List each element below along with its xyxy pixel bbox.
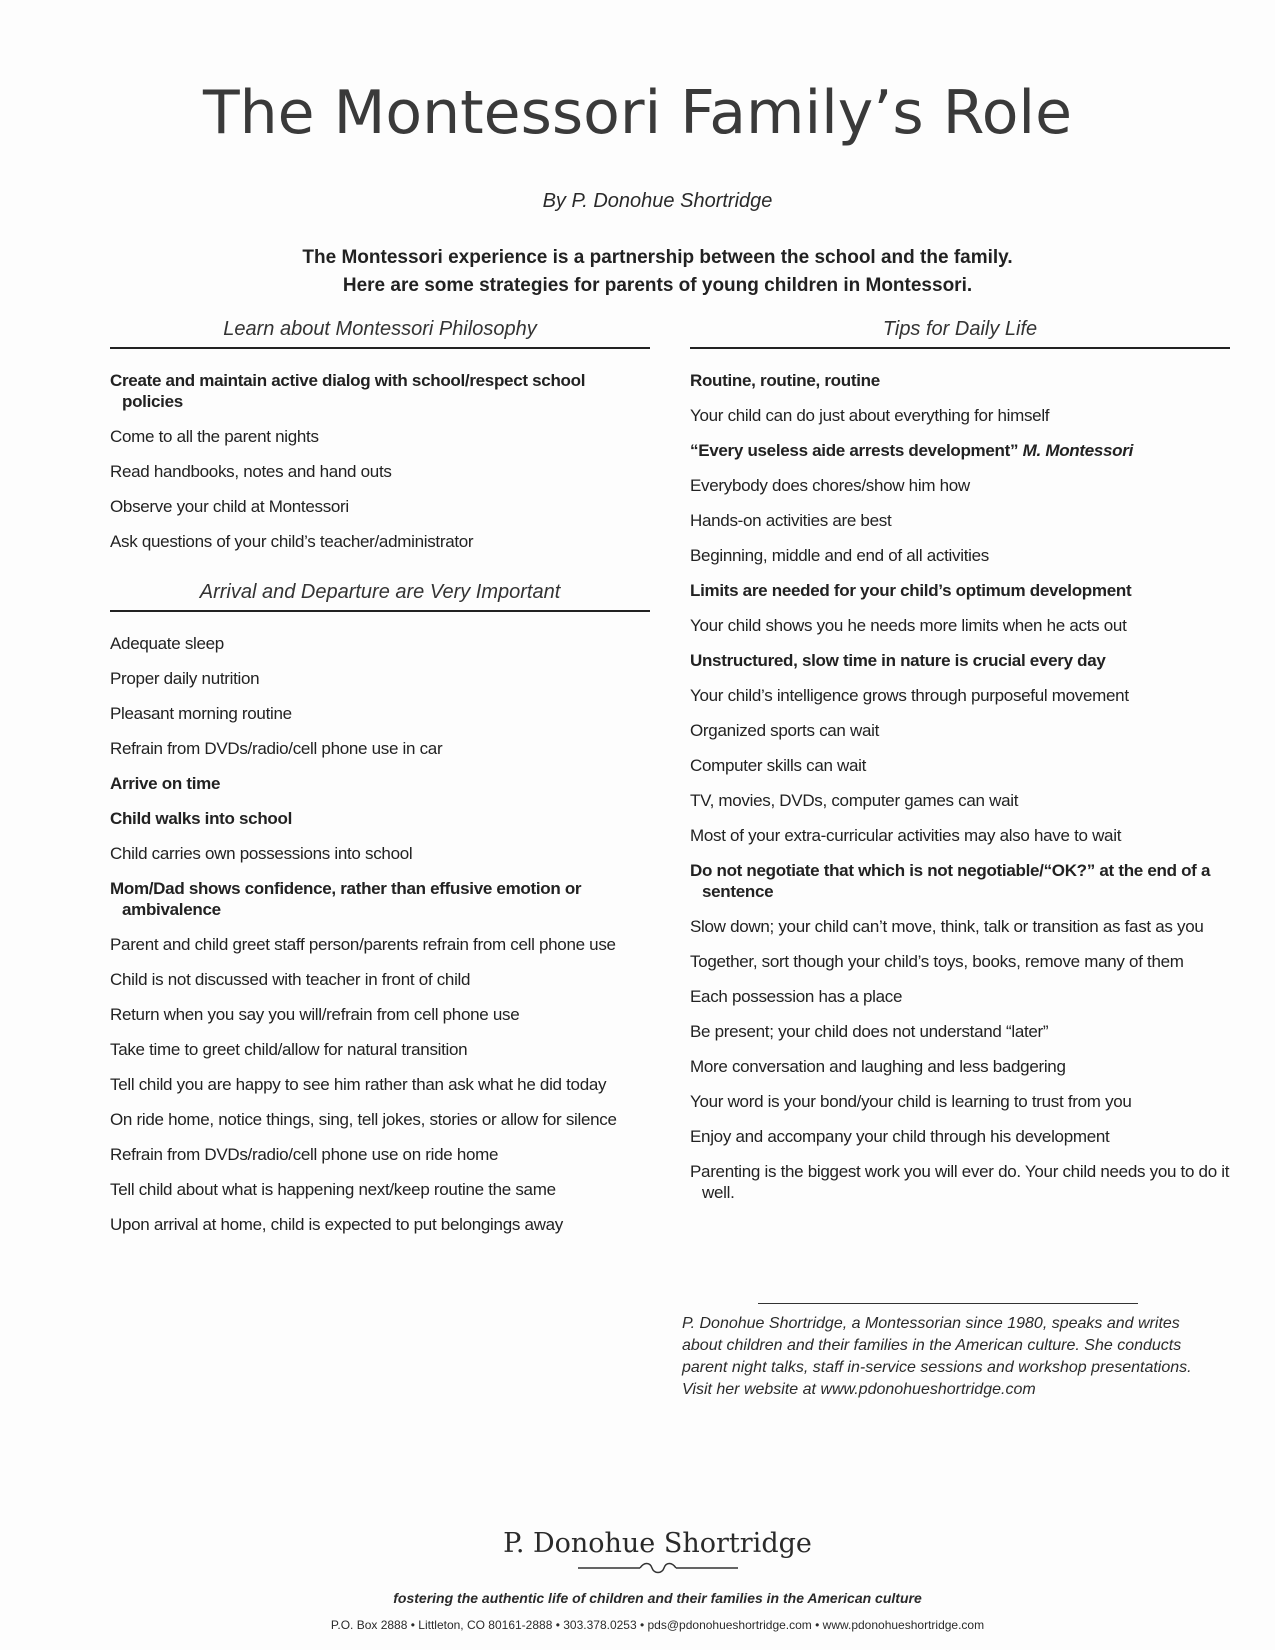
list-item: Pleasant morning routine: [110, 704, 292, 723]
list-item: Tell child you are happy to see him rather than ask what he did today: [110, 1075, 607, 1094]
list-item: Organized sports can wait: [690, 721, 880, 740]
philosophy-list: [110, 363, 650, 559]
list-item: Together, sort though your child’s toys, books, remove many of them: [690, 952, 1184, 971]
list-item: [690, 433, 1230, 468]
list-item: Proper daily nutrition: [110, 669, 260, 688]
list-item: On ride home, notice things, sing, tell jokes, stories or allow for silence: [110, 1110, 617, 1129]
list-item: Come to all the parent nights: [110, 427, 319, 446]
intro-line-1: The Montessori experience is a partnership between the school and the family.: [302, 247, 1013, 268]
quote-text: “Every useless aide arrests development”: [690, 441, 1019, 460]
list-item: Return when you say you will/refrain from cell phone use: [110, 1005, 520, 1024]
list-item: Your child shows you he needs more limits when he acts out: [690, 616, 1127, 635]
list-item: Everybody does chores/show him how: [690, 476, 970, 495]
list-item: Child walks into school: [110, 809, 293, 828]
section-heading-arrival: Arrival and Departure are Very Important: [110, 581, 650, 612]
author-bio: P. Donohue Shortridge, a Montessorian since 1980, speaks and writes about children and their families in the American culture. She conducts parent night talks, staff in-service sessions and workshop presentations. Visit her website at www.pdonohueshortridge.com: [682, 1315, 1192, 1398]
section-heading-philosophy: Learn about Montessori Philosophy: [110, 318, 650, 349]
list-item: Do not negotiate that which is not negotiable/“OK?” at the end of a sentence: [690, 861, 1211, 901]
left-column: [110, 318, 650, 1242]
list-item: Upon arrival at home, child is expected to put belongings away: [110, 1215, 563, 1234]
flourish-ornament-icon: [578, 1562, 738, 1574]
list-item: Create and maintain active dialog with school/respect school policies: [110, 371, 586, 411]
list-item: Take time to greet child/allow for natural transition: [110, 1040, 468, 1059]
list-item: Limits are needed for your child’s optimum development: [690, 581, 1132, 600]
list-item: Ask questions of your child’s teacher/administrator: [110, 532, 474, 551]
list-item: Read handbooks, notes and hand outs: [110, 462, 392, 481]
list-item: Beginning, middle and end of all activities: [690, 546, 989, 565]
intro-line-2: Here are some strategies for parents of young children in Montessori.: [342, 275, 973, 296]
list-item: Routine, routine, routine: [690, 371, 880, 390]
daily-tips-list: [690, 363, 1230, 1210]
list-item: Child carries own possessions into school: [110, 844, 413, 863]
contact-info: P.O. Box 2888 • Littleton, CO 80161-2888 • 303.378.0253 • pds@pdonohueshortridge.com • www.pdonohueshortridge.com: [330, 1618, 985, 1632]
list-item: Unstructured, slow time in nature is crucial every day: [690, 651, 1106, 670]
list-item: Enjoy and accompany your child through his development: [690, 1127, 1110, 1146]
brand-name: P. Donohue Shortridge: [503, 1528, 812, 1559]
list-item: Slow down; your child can’t move, think, talk or transition as fast as you: [690, 917, 1204, 936]
intro: [0, 244, 1275, 300]
list-item: Observe your child at Montessori: [110, 497, 349, 516]
quote-author: M. Montessori: [1022, 441, 1134, 460]
list-item: Child is not discussed with teacher in front of child: [110, 970, 471, 989]
list-item: More conversation and laughing and less badgering: [690, 1057, 1066, 1076]
arrival-list: [110, 626, 650, 1242]
list-item: Refrain from DVDs/radio/cell phone use on ride home: [110, 1145, 499, 1164]
list-item: Your word is your bond/your child is learning to trust from you: [690, 1092, 1132, 1111]
list-item: TV, movies, DVDs, computer games can wait: [690, 791, 1019, 810]
list-item: Adequate sleep: [110, 634, 224, 653]
section-heading-daily-tips: Tips for Daily Life: [690, 318, 1230, 349]
tagline: fostering the authentic life of children and their families in the American culture: [393, 1590, 922, 1606]
list-item: Your child can do just about everything for himself: [690, 406, 1050, 425]
list-item: Arrive on time: [110, 774, 221, 793]
list-item: Mom/Dad shows confidence, rather than effusive emotion or ambivalence: [110, 879, 582, 919]
list-item: Your child’s intelligence grows through purposeful movement: [690, 686, 1129, 705]
list-item: Computer skills can wait: [690, 756, 867, 775]
list-item: Each possession has a place: [690, 987, 903, 1006]
list-item: Hands-on activities are best: [690, 511, 892, 530]
list-item: Most of your extra-curricular activities may also have to wait: [690, 826, 1122, 845]
page-title: The Montessori Family’s Role: [202, 78, 1072, 148]
bio-divider: [758, 1303, 1138, 1304]
list-item: Parenting is the biggest work you will ever do. Your child needs you to do it well.: [690, 1162, 1230, 1202]
right-column: [690, 318, 1230, 1210]
byline: By P. Donohue Shortridge: [542, 190, 773, 212]
list-item: Refrain from DVDs/radio/cell phone use in car: [110, 739, 443, 758]
list-item: Be present; your child does not understand “later”: [690, 1022, 1049, 1041]
list-item: Parent and child greet staff person/parents refrain from cell phone use: [110, 935, 616, 954]
list-item: Tell child about what is happening next/keep routine the same: [110, 1180, 556, 1199]
